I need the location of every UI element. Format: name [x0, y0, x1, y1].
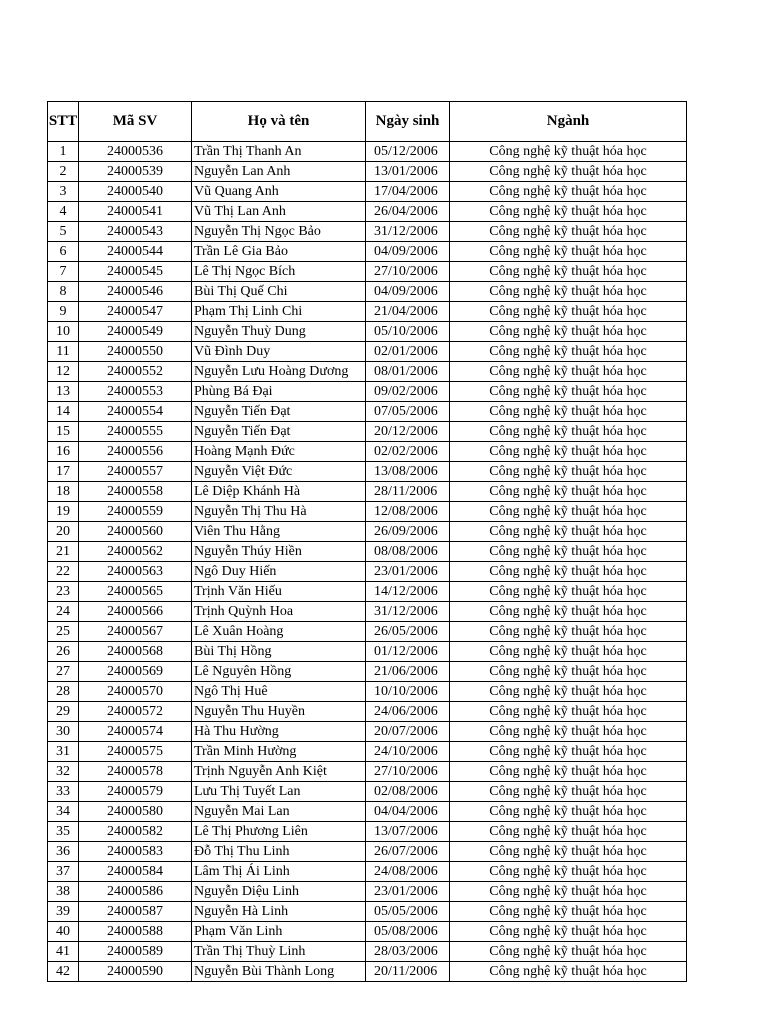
cell-stt: 42 [48, 962, 79, 982]
cell-full-name: Trần Thị Thuỳ Linh [192, 942, 366, 962]
cell-full-name: Nguyễn Thị Ngọc Bảo [192, 222, 366, 242]
table-row [48, 842, 687, 862]
cell-major: Công nghệ kỹ thuật hóa học [450, 802, 687, 822]
cell-birth-date: 24/10/2006 [366, 742, 450, 762]
page-edge [687, 0, 768, 1024]
cell-birth-date: 05/05/2006 [366, 902, 450, 922]
cell-full-name: Vũ Đình Duy [192, 342, 366, 362]
cell-full-name: Trần Minh Hường [192, 742, 366, 762]
cell-major: Công nghệ kỹ thuật hóa học [450, 742, 687, 762]
cell-major: Công nghệ kỹ thuật hóa học [450, 622, 687, 642]
cell-student-id: 24000559 [79, 502, 192, 522]
cell-stt: 6 [48, 242, 79, 262]
cell-birth-date: 27/10/2006 [366, 762, 450, 782]
cell-student-id: 24000549 [79, 322, 192, 342]
cell-full-name: Bùi Thị Quế Chi [192, 282, 366, 302]
cell-birth-date: 08/08/2006 [366, 542, 450, 562]
cell-stt: 3 [48, 182, 79, 202]
cell-student-id: 24000540 [79, 182, 192, 202]
cell-major: Công nghệ kỹ thuật hóa học [450, 562, 687, 582]
cell-birth-date: 14/12/2006 [366, 582, 450, 602]
cell-stt: 24 [48, 602, 79, 622]
cell-stt: 10 [48, 322, 79, 342]
table-row [48, 182, 687, 202]
cell-stt: 15 [48, 422, 79, 442]
cell-stt: 8 [48, 282, 79, 302]
cell-birth-date: 08/01/2006 [366, 362, 450, 382]
cell-full-name: Nguyễn Tiến Đạt [192, 422, 366, 442]
cell-student-id: 24000570 [79, 682, 192, 702]
table-row [48, 162, 687, 182]
table-row [48, 282, 687, 302]
cell-full-name: Nguyễn Lưu Hoàng Dương [192, 362, 366, 382]
cell-birth-date: 01/12/2006 [366, 642, 450, 662]
cell-full-name: Lưu Thị Tuyết Lan [192, 782, 366, 802]
cell-birth-date: 28/11/2006 [366, 482, 450, 502]
cell-full-name: Nguyễn Mai Lan [192, 802, 366, 822]
table-row [48, 902, 687, 922]
cell-full-name: Vũ Quang Anh [192, 182, 366, 202]
cell-student-id: 24000586 [79, 882, 192, 902]
cell-stt: 2 [48, 162, 79, 182]
cell-stt: 1 [48, 142, 79, 162]
cell-student-id: 24000539 [79, 162, 192, 182]
cell-birth-date: 17/04/2006 [366, 182, 450, 202]
cell-major: Công nghệ kỹ thuật hóa học [450, 282, 687, 302]
cell-birth-date: 21/06/2006 [366, 662, 450, 682]
cell-full-name: Ngô Thị Huê [192, 682, 366, 702]
table-row [48, 582, 687, 602]
cell-student-id: 24000582 [79, 822, 192, 842]
cell-full-name: Bùi Thị Hồng [192, 642, 366, 662]
cell-student-id: 24000565 [79, 582, 192, 602]
cell-major: Công nghệ kỹ thuật hóa học [450, 882, 687, 902]
cell-stt: 33 [48, 782, 79, 802]
cell-birth-date: 04/09/2006 [366, 282, 450, 302]
column-header-major: Ngành [450, 102, 687, 142]
table-row [48, 922, 687, 942]
cell-birth-date: 23/01/2006 [366, 562, 450, 582]
cell-stt: 5 [48, 222, 79, 242]
cell-birth-date: 04/04/2006 [366, 802, 450, 822]
table-row [48, 442, 687, 462]
column-header-student-id: Mã SV [79, 102, 192, 142]
cell-full-name: Nguyễn Bùi Thành Long [192, 962, 366, 982]
cell-birth-date: 20/12/2006 [366, 422, 450, 442]
cell-student-id: 24000550 [79, 342, 192, 362]
cell-student-id: 24000536 [79, 142, 192, 162]
cell-student-id: 24000543 [79, 222, 192, 242]
cell-student-id: 24000553 [79, 382, 192, 402]
cell-student-id: 24000547 [79, 302, 192, 322]
cell-student-id: 24000567 [79, 622, 192, 642]
cell-birth-date: 05/08/2006 [366, 922, 450, 942]
cell-major: Công nghệ kỹ thuật hóa học [450, 962, 687, 982]
cell-stt: 32 [48, 762, 79, 782]
cell-student-id: 24000554 [79, 402, 192, 422]
cell-stt: 38 [48, 882, 79, 902]
cell-major: Công nghệ kỹ thuật hóa học [450, 162, 687, 182]
cell-major: Công nghệ kỹ thuật hóa học [450, 582, 687, 602]
cell-major: Công nghệ kỹ thuật hóa học [450, 762, 687, 782]
cell-full-name: Nguyễn Việt Đức [192, 462, 366, 482]
cell-major: Công nghệ kỹ thuật hóa học [450, 462, 687, 482]
cell-full-name: Lê Thị Ngọc Bích [192, 262, 366, 282]
cell-stt: 11 [48, 342, 79, 362]
cell-birth-date: 28/03/2006 [366, 942, 450, 962]
cell-major: Công nghệ kỹ thuật hóa học [450, 702, 687, 722]
table-row [48, 482, 687, 502]
cell-student-id: 24000587 [79, 902, 192, 922]
cell-student-id: 24000545 [79, 262, 192, 282]
cell-student-id: 24000546 [79, 282, 192, 302]
cell-stt: 9 [48, 302, 79, 322]
cell-student-id: 24000579 [79, 782, 192, 802]
cell-student-id: 24000558 [79, 482, 192, 502]
table-row [48, 402, 687, 422]
cell-student-id: 24000583 [79, 842, 192, 862]
cell-birth-date: 26/05/2006 [366, 622, 450, 642]
cell-student-id: 24000572 [79, 702, 192, 722]
cell-stt: 34 [48, 802, 79, 822]
cell-full-name: Nguyễn Thúy Hiền [192, 542, 366, 562]
cell-major: Công nghệ kỹ thuật hóa học [450, 942, 687, 962]
table-row [48, 702, 687, 722]
cell-major: Công nghệ kỹ thuật hóa học [450, 202, 687, 222]
cell-birth-date: 02/02/2006 [366, 442, 450, 462]
column-header-full-name: Họ và tên [192, 102, 366, 142]
table-row [48, 782, 687, 802]
cell-full-name: Lê Thị Phương Liên [192, 822, 366, 842]
cell-birth-date: 13/08/2006 [366, 462, 450, 482]
student-table [47, 101, 687, 982]
cell-birth-date: 13/01/2006 [366, 162, 450, 182]
cell-student-id: 24000584 [79, 862, 192, 882]
table-row [48, 802, 687, 822]
cell-stt: 19 [48, 502, 79, 522]
table-row [48, 522, 687, 542]
table-row [48, 142, 687, 162]
cell-full-name: Đỗ Thị Thu Linh [192, 842, 366, 862]
table-row [48, 642, 687, 662]
cell-student-id: 24000560 [79, 522, 192, 542]
cell-major: Công nghệ kỹ thuật hóa học [450, 442, 687, 462]
cell-full-name: Nguyễn Thị Thu Hà [192, 502, 366, 522]
cell-stt: 4 [48, 202, 79, 222]
cell-full-name: Ngô Duy Hiến [192, 562, 366, 582]
cell-full-name: Hoàng Mạnh Đức [192, 442, 366, 462]
table-row [48, 682, 687, 702]
cell-major: Công nghệ kỹ thuật hóa học [450, 402, 687, 422]
table-row [48, 422, 687, 442]
cell-major: Công nghệ kỹ thuật hóa học [450, 862, 687, 882]
cell-student-id: 24000563 [79, 562, 192, 582]
cell-full-name: Trần Thị Thanh An [192, 142, 366, 162]
table-row [48, 882, 687, 902]
cell-stt: 22 [48, 562, 79, 582]
cell-major: Công nghệ kỹ thuật hóa học [450, 262, 687, 282]
cell-student-id: 24000557 [79, 462, 192, 482]
cell-major: Công nghệ kỹ thuật hóa học [450, 642, 687, 662]
cell-stt: 36 [48, 842, 79, 862]
table-row [48, 302, 687, 322]
cell-stt: 37 [48, 862, 79, 882]
cell-student-id: 24000589 [79, 942, 192, 962]
table-row [48, 542, 687, 562]
table-row [48, 362, 687, 382]
cell-full-name: Lâm Thị Ái Linh [192, 862, 366, 882]
cell-birth-date: 13/07/2006 [366, 822, 450, 842]
cell-stt: 18 [48, 482, 79, 502]
cell-birth-date: 12/08/2006 [366, 502, 450, 522]
cell-full-name: Phạm Văn Linh [192, 922, 366, 942]
cell-birth-date: 20/07/2006 [366, 722, 450, 742]
cell-full-name: Trịnh Văn Hiếu [192, 582, 366, 602]
cell-full-name: Nguyễn Diệu Linh [192, 882, 366, 902]
cell-birth-date: 26/09/2006 [366, 522, 450, 542]
cell-birth-date: 24/08/2006 [366, 862, 450, 882]
cell-major: Công nghệ kỹ thuật hóa học [450, 842, 687, 862]
cell-birth-date: 05/10/2006 [366, 322, 450, 342]
table-row [48, 962, 687, 982]
cell-birth-date: 26/07/2006 [366, 842, 450, 862]
table-row [48, 602, 687, 622]
cell-major: Công nghệ kỹ thuật hóa học [450, 662, 687, 682]
cell-stt: 21 [48, 542, 79, 562]
cell-birth-date: 31/12/2006 [366, 602, 450, 622]
table-row [48, 722, 687, 742]
cell-birth-date: 04/09/2006 [366, 242, 450, 262]
cell-stt: 30 [48, 722, 79, 742]
cell-birth-date: 02/01/2006 [366, 342, 450, 362]
cell-stt: 7 [48, 262, 79, 282]
table-row [48, 322, 687, 342]
cell-stt: 23 [48, 582, 79, 602]
cell-stt: 20 [48, 522, 79, 542]
cell-birth-date: 31/12/2006 [366, 222, 450, 242]
cell-full-name: Nguyễn Thu Huyền [192, 702, 366, 722]
cell-major: Công nghệ kỹ thuật hóa học [450, 322, 687, 342]
cell-major: Công nghệ kỹ thuật hóa học [450, 682, 687, 702]
table-header-row [48, 102, 687, 142]
table-row [48, 662, 687, 682]
cell-major: Công nghệ kỹ thuật hóa học [450, 542, 687, 562]
cell-student-id: 24000541 [79, 202, 192, 222]
cell-full-name: Trịnh Nguyễn Anh Kiệt [192, 762, 366, 782]
table-row [48, 202, 687, 222]
cell-major: Công nghệ kỹ thuật hóa học [450, 362, 687, 382]
table-row [48, 822, 687, 842]
cell-stt: 40 [48, 922, 79, 942]
cell-student-id: 24000562 [79, 542, 192, 562]
cell-full-name: Trần Lê Gia Bảo [192, 242, 366, 262]
table-row [48, 342, 687, 362]
cell-birth-date: 23/01/2006 [366, 882, 450, 902]
cell-stt: 12 [48, 362, 79, 382]
table-row [48, 562, 687, 582]
cell-stt: 31 [48, 742, 79, 762]
cell-full-name: Nguyễn Thuỳ Dung [192, 322, 366, 342]
table-row [48, 242, 687, 262]
table-row [48, 622, 687, 642]
cell-birth-date: 02/08/2006 [366, 782, 450, 802]
cell-stt: 27 [48, 662, 79, 682]
table-row [48, 742, 687, 762]
column-header-birth-date: Ngày sinh [366, 102, 450, 142]
cell-stt: 35 [48, 822, 79, 842]
cell-birth-date: 21/04/2006 [366, 302, 450, 322]
cell-student-id: 24000555 [79, 422, 192, 442]
cell-student-id: 24000556 [79, 442, 192, 462]
cell-major: Công nghệ kỹ thuật hóa học [450, 242, 687, 262]
cell-stt: 16 [48, 442, 79, 462]
table-row [48, 262, 687, 282]
cell-major: Công nghệ kỹ thuật hóa học [450, 382, 687, 402]
cell-full-name: Lê Diệp Khánh Hà [192, 482, 366, 502]
cell-major: Công nghệ kỹ thuật hóa học [450, 422, 687, 442]
cell-student-id: 24000544 [79, 242, 192, 262]
cell-student-id: 24000590 [79, 962, 192, 982]
cell-full-name: Lê Xuân Hoàng [192, 622, 366, 642]
cell-major: Công nghệ kỹ thuật hóa học [450, 522, 687, 542]
table-body [48, 142, 687, 982]
cell-stt: 28 [48, 682, 79, 702]
table-row [48, 382, 687, 402]
cell-major: Công nghệ kỹ thuật hóa học [450, 602, 687, 622]
cell-full-name: Nguyễn Tiến Đạt [192, 402, 366, 422]
cell-full-name: Nguyễn Lan Anh [192, 162, 366, 182]
cell-stt: 13 [48, 382, 79, 402]
cell-full-name: Lê Nguyên Hồng [192, 662, 366, 682]
cell-major: Công nghệ kỹ thuật hóa học [450, 182, 687, 202]
cell-student-id: 24000568 [79, 642, 192, 662]
cell-student-id: 24000580 [79, 802, 192, 822]
column-header-stt: STT [48, 102, 79, 142]
cell-birth-date: 24/06/2006 [366, 702, 450, 722]
table-row [48, 862, 687, 882]
cell-student-id: 24000575 [79, 742, 192, 762]
cell-birth-date: 10/10/2006 [366, 682, 450, 702]
cell-birth-date: 07/05/2006 [366, 402, 450, 422]
cell-major: Công nghệ kỹ thuật hóa học [450, 342, 687, 362]
table-row [48, 762, 687, 782]
cell-major: Công nghệ kỹ thuật hóa học [450, 822, 687, 842]
cell-full-name: Hà Thu Hường [192, 722, 366, 742]
table-row [48, 222, 687, 242]
cell-stt: 39 [48, 902, 79, 922]
cell-student-id: 24000578 [79, 762, 192, 782]
cell-student-id: 24000574 [79, 722, 192, 742]
cell-birth-date: 26/04/2006 [366, 202, 450, 222]
cell-birth-date: 20/11/2006 [366, 962, 450, 982]
cell-major: Công nghệ kỹ thuật hóa học [450, 902, 687, 922]
cell-birth-date: 09/02/2006 [366, 382, 450, 402]
cell-stt: 41 [48, 942, 79, 962]
cell-major: Công nghệ kỹ thuật hóa học [450, 142, 687, 162]
cell-full-name: Viên Thu Hằng [192, 522, 366, 542]
cell-major: Công nghệ kỹ thuật hóa học [450, 302, 687, 322]
table-row [48, 462, 687, 482]
cell-major: Công nghệ kỹ thuật hóa học [450, 502, 687, 522]
cell-stt: 14 [48, 402, 79, 422]
cell-stt: 26 [48, 642, 79, 662]
cell-birth-date: 27/10/2006 [366, 262, 450, 282]
cell-major: Công nghệ kỹ thuật hóa học [450, 782, 687, 802]
cell-full-name: Vũ Thị Lan Anh [192, 202, 366, 222]
cell-stt: 29 [48, 702, 79, 722]
table-row [48, 502, 687, 522]
cell-stt: 17 [48, 462, 79, 482]
cell-major: Công nghệ kỹ thuật hóa học [450, 722, 687, 742]
cell-major: Công nghệ kỹ thuật hóa học [450, 922, 687, 942]
cell-full-name: Phạm Thị Linh Chi [192, 302, 366, 322]
cell-full-name: Trịnh Quỳnh Hoa [192, 602, 366, 622]
cell-major: Công nghệ kỹ thuật hóa học [450, 482, 687, 502]
cell-full-name: Nguyễn Hà Linh [192, 902, 366, 922]
cell-major: Công nghệ kỹ thuật hóa học [450, 222, 687, 242]
cell-stt: 25 [48, 622, 79, 642]
cell-student-id: 24000569 [79, 662, 192, 682]
cell-student-id: 24000566 [79, 602, 192, 622]
cell-student-id: 24000588 [79, 922, 192, 942]
cell-student-id: 24000552 [79, 362, 192, 382]
table-row [48, 942, 687, 962]
cell-full-name: Phùng Bá Đại [192, 382, 366, 402]
cell-birth-date: 05/12/2006 [366, 142, 450, 162]
